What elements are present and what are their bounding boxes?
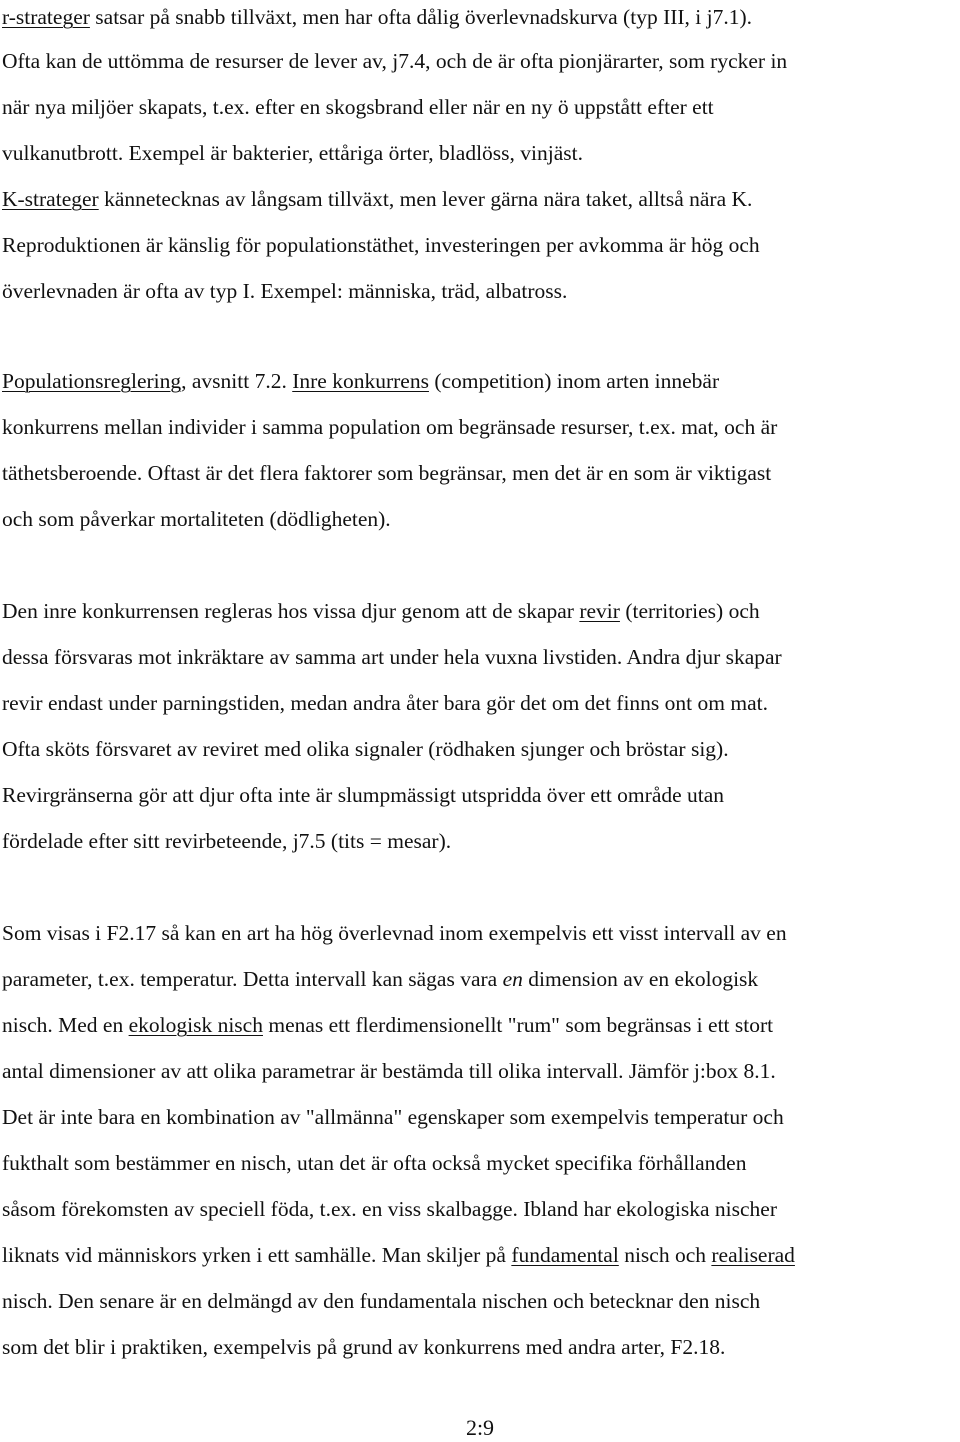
niche-line-2 [2,965,758,993]
underlined-term: ekologisk nisch [128,1013,263,1037]
text-run: Revirgränserna gör att djur ofta inte är slumpmässigt utspridda över ett område utan [2,783,725,807]
text-run: (competition) inom arten innebär [428,369,720,393]
text-run: täthetsberoende. Oftast är det flera faktorer som begränsar, men det är en som är viktigast [2,461,772,485]
regulation-line-1 [2,367,719,395]
text-run: konkurrens mellan individer i samma population om begränsade resurser, t.ex. mat, och är [2,415,778,439]
regulation-line-2 [2,413,777,441]
k-strategy-line-3 [2,277,567,305]
territory-line-2 [2,643,782,671]
niche-line-9 [2,1287,760,1315]
niche-line-5 [2,1103,784,1131]
k-strategy-line-2 [2,231,760,259]
r-strategy-line-2 [2,47,787,75]
text-run: menas ett flerdimensionellt "rum" som begränsas i ett stort [262,1013,774,1037]
text-run: Det är inte bara en kombination av "allmänna" egenskaper som exempelvis temperatur och [2,1105,784,1129]
k-strategy-line-1 [2,185,752,213]
page-number: 2:9 [465,1415,495,1440]
text-run: dessa försvaras mot inkräktare av samma art under hela vuxna livstiden. Andra djur skapar [2,645,782,669]
text-run: kännetecknas av långsam tillväxt, men lever gärna nära taket, alltså nära K. [98,187,753,211]
text-run: fördelade efter sitt revirbeteende, j7.5 (tits = mesar). [2,829,452,853]
text-run: Reproduktionen är känslig för populationstäthet, investeringen per avkomma är hög och [2,233,760,257]
text-run: Som visas i F2.17 så kan en art ha hög överlevnad inom exempelvis ett visst intervall av en [2,921,787,945]
territory-line-4 [2,735,729,763]
niche-line-8 [2,1241,795,1269]
r-strategy-line-4 [2,139,583,167]
regulation-line-3 [2,459,771,487]
text-run: Ofta sköts försvaret av reviret med olika signaler (rödhaken sjunger och bröstar sig). [2,737,729,761]
text-run: parameter, t.ex. temperatur. Detta intervall kan sägas vara [2,967,503,991]
text-run: liknats vid människors yrken i ett samhälle. Man skiljer på [2,1243,512,1267]
text-run: när nya miljöer skapats, t.ex. efter en skogsbrand eller när en ny ö uppstått efter ett [2,95,714,119]
text-run: Ofta kan de uttömma de resurser de lever av, j7.4, och de är ofta pionjärarter, som rycker in [2,49,788,73]
underlined-term: r-strateger [2,5,90,29]
territory-line-1 [2,597,760,625]
text-run: som det blir i praktiken, exempelvis på grund av konkurrens med andra arter, F2.18. [2,1335,726,1359]
niche-line-3 [2,1011,773,1039]
italic-term: en [502,967,523,991]
territory-line-5 [2,781,724,809]
text-run: överlevnaden är ofta av typ I. Exempel: människa, träd, albatross. [2,279,568,303]
underlined-term: K-strateger [2,187,99,211]
text-run: dimension av en ekologisk [522,967,759,991]
text-run: , avsnitt 7.2. [181,369,293,393]
niche-line-1 [2,919,787,947]
territory-line-6 [2,827,451,855]
territory-line-3 [2,689,768,717]
niche-line-10 [2,1333,725,1361]
text-run: nisch. Den senare är en delmängd av den fundamentala nischen och betecknar den nisch [2,1289,761,1313]
underlined-term: revir [579,599,620,623]
text-run: och som påverkar mortaliteten (dödligheten). [2,507,391,531]
niche-line-7 [2,1195,777,1223]
text-run: revir endast under parningstiden, medan andra åter bara gör det om det finns ont om mat. [2,691,768,715]
underlined-term: Populationsreglering [2,369,182,393]
text-run: (territories) och [619,599,760,623]
underlined-term: Inre konkurrens [292,369,429,393]
underlined-term: realiserad [711,1243,795,1267]
underlined-term: fundamental [511,1243,619,1267]
text-run: nisch och [618,1243,712,1267]
r-strategy-line-1 [2,3,752,31]
text-run: vulkanutbrott. Exempel är bakterier, ettåriga örter, bladlöss, vinjäst. [2,141,583,165]
r-strategy-line-3 [2,93,714,121]
text-run: fukthalt som bestämmer en nisch, utan det är ofta också mycket specifika förhållanden [2,1151,747,1175]
text-run: satsar på snabb tillväxt, men har ofta dålig överlevnadskurva (typ III, i j7.1). [89,5,753,29]
text-run: såsom förekomsten av speciell föda, t.ex. en viss skalbagge. Ibland har ekologiska nischer [2,1197,777,1221]
niche-line-4 [2,1057,776,1085]
text-run: Den inre konkurrensen regleras hos vissa djur genom att de skapar [2,599,580,623]
niche-line-6 [2,1149,746,1177]
text-run: antal dimensioner av att olika parametrar är bestämda till olika intervall. Jämför j:box 8.1. [2,1059,776,1083]
regulation-line-4 [2,505,391,533]
text-run: nisch. Med en [2,1013,129,1037]
